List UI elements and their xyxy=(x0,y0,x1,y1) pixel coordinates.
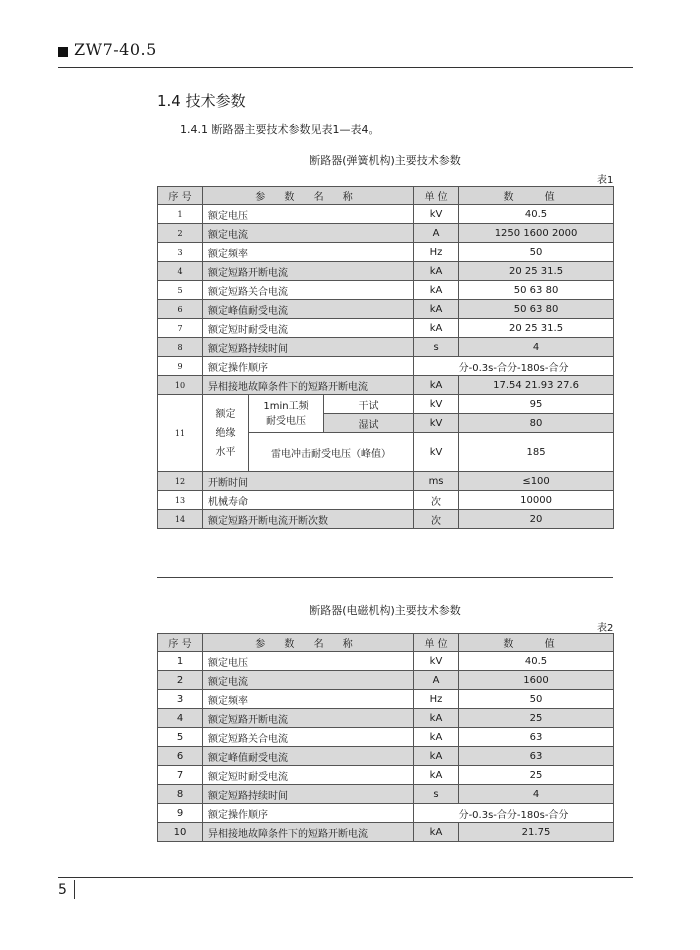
parameter-value: 40.5 xyxy=(459,652,614,671)
row-number: 9 xyxy=(158,804,203,823)
table-row xyxy=(158,395,614,414)
row-number: 8 xyxy=(158,338,203,357)
power-frequency-line: 1min工频 xyxy=(263,400,309,412)
wet-test-label: 湿试 xyxy=(324,414,414,433)
parameter-value: 63 xyxy=(459,728,614,747)
parameter-name: 额定短时耐受电流 xyxy=(203,766,414,785)
parameter-value: 185 xyxy=(459,433,614,472)
row-number: 10 xyxy=(158,823,203,842)
parameter-name: 额定操作顺序 xyxy=(203,804,414,823)
parameter-value: 40.5 xyxy=(459,205,614,224)
parameter-name: 开断时间 xyxy=(203,472,414,491)
parameter-name: 额定操作顺序 xyxy=(203,357,414,376)
table-row xyxy=(158,510,614,529)
insulation-label-line: 绝缘 xyxy=(215,427,236,439)
parameter-value: 80 xyxy=(459,414,614,433)
table2 xyxy=(157,633,614,842)
table-row xyxy=(158,262,614,281)
parameter-value: 50 63 80 xyxy=(459,281,614,300)
parameter-unit: kV xyxy=(414,205,459,224)
section-title: 1.4 技术参数 xyxy=(157,92,246,110)
parameter-name: 额定峰值耐受电流 xyxy=(203,747,414,766)
table2-label: 表2 xyxy=(597,623,614,634)
power-frequency-label xyxy=(249,395,324,433)
row-number: 8 xyxy=(158,785,203,804)
table-row xyxy=(158,319,614,338)
row-number: 4 xyxy=(158,709,203,728)
col-no-header: 序 号 xyxy=(158,634,203,652)
table-header-row xyxy=(158,634,614,652)
table-row xyxy=(158,747,614,766)
page-number-bar xyxy=(74,880,75,899)
parameter-unit: kA xyxy=(414,319,459,338)
parameter-unit: kA xyxy=(414,747,459,766)
parameter-unit: kA xyxy=(414,823,459,842)
table-row xyxy=(158,785,614,804)
parameter-name: 额定短路开断电流开断次数 xyxy=(203,510,414,529)
section-divider xyxy=(157,577,613,578)
row-number: 7 xyxy=(158,319,203,338)
parameter-name: 机械寿命 xyxy=(203,491,414,510)
parameter-name: 异相接地故障条件下的短路开断电流 xyxy=(203,376,414,395)
parameter-name: 额定电压 xyxy=(203,205,414,224)
header-square-icon xyxy=(58,47,68,57)
insulation-label-line: 额定 xyxy=(215,408,236,420)
parameter-unit: Hz xyxy=(414,243,459,262)
table-row xyxy=(158,728,614,747)
table1-label: 表1 xyxy=(597,175,614,186)
parameter-value: 25 xyxy=(459,766,614,785)
parameter-unit: kV xyxy=(414,414,459,433)
row-number: 2 xyxy=(158,224,203,243)
parameter-value: 50 63 80 xyxy=(459,300,614,319)
row-number: 1 xyxy=(158,205,203,224)
parameter-unit: kV xyxy=(414,433,459,472)
row-number: 9 xyxy=(158,357,203,376)
table-row xyxy=(158,376,614,395)
parameter-value: 50 xyxy=(459,243,614,262)
col-value-header: 数 值 xyxy=(459,634,614,652)
parameter-unit: kA xyxy=(414,728,459,747)
parameter-unit: kA xyxy=(414,262,459,281)
parameter-unit: kA xyxy=(414,300,459,319)
parameter-unit: kV xyxy=(414,395,459,414)
parameter-unit: 次 xyxy=(414,491,459,510)
row-number: 3 xyxy=(158,690,203,709)
col-unit-header: 单 位 xyxy=(414,634,459,652)
parameter-name: 额定短路持续时间 xyxy=(203,785,414,804)
table-row xyxy=(158,709,614,728)
table-row xyxy=(158,300,614,319)
row-number: 4 xyxy=(158,262,203,281)
parameter-unit: A xyxy=(414,671,459,690)
table-row xyxy=(158,357,614,376)
table-row xyxy=(158,224,614,243)
parameter-name: 额定短路关合电流 xyxy=(203,281,414,300)
table-row xyxy=(158,472,614,491)
parameter-unit: kA xyxy=(414,376,459,395)
table-row xyxy=(158,823,614,842)
parameter-name: 额定短路关合电流 xyxy=(203,728,414,747)
parameter-name: 额定短路开断电流 xyxy=(203,262,414,281)
parameter-value: 25 xyxy=(459,709,614,728)
table1 xyxy=(157,186,614,529)
parameter-value: 95 xyxy=(459,395,614,414)
parameter-name: 额定短时耐受电流 xyxy=(203,319,414,338)
col-no-header: 序 号 xyxy=(158,187,203,205)
parameter-unit: s xyxy=(414,785,459,804)
parameter-name: 额定频率 xyxy=(203,243,414,262)
page-number: 5 xyxy=(58,882,67,898)
parameter-value: 4 xyxy=(459,338,614,357)
parameter-value: 4 xyxy=(459,785,614,804)
parameter-unit: Hz xyxy=(414,690,459,709)
insulation-level-label xyxy=(203,395,249,472)
parameter-value: 10000 xyxy=(459,491,614,510)
row-number: 2 xyxy=(158,671,203,690)
parameter-value: 分-0.3s-合分-180s-合分 xyxy=(414,804,614,823)
col-name-header: 参 数 名 称 xyxy=(203,187,414,205)
parameter-value: 50 xyxy=(459,690,614,709)
table-row xyxy=(158,804,614,823)
header-title: ZW7-40.5 xyxy=(74,40,157,59)
parameter-value: 1600 xyxy=(459,671,614,690)
table-header-row xyxy=(158,187,614,205)
parameter-value: ≤100 xyxy=(459,472,614,491)
parameter-value: 20 25 31.5 xyxy=(459,262,614,281)
parameter-name: 额定峰值耐受电流 xyxy=(203,300,414,319)
row-number: 12 xyxy=(158,472,203,491)
parameter-unit: kV xyxy=(414,652,459,671)
table2-caption: 断路器(电磁机构)主要技术参数 xyxy=(309,604,461,617)
parameter-value: 20 xyxy=(459,510,614,529)
row-number: 10 xyxy=(158,376,203,395)
col-unit-header: 单 位 xyxy=(414,187,459,205)
dry-test-label: 干试 xyxy=(324,395,414,414)
footer-line xyxy=(58,877,633,878)
table1-caption: 断路器(弹簧机构)主要技术参数 xyxy=(309,154,461,167)
table-row xyxy=(158,652,614,671)
table-row xyxy=(158,205,614,224)
row-number: 14 xyxy=(158,510,203,529)
parameter-unit: A xyxy=(414,224,459,243)
row-number: 6 xyxy=(158,300,203,319)
table-row xyxy=(158,243,614,262)
insulation-label-line: 水平 xyxy=(215,446,236,458)
power-frequency-line: 耐受电压 xyxy=(266,415,306,427)
parameter-name: 额定电流 xyxy=(203,224,414,243)
row-number: 5 xyxy=(158,281,203,300)
parameter-name: 额定电压 xyxy=(203,652,414,671)
col-value-header: 数 值 xyxy=(459,187,614,205)
parameter-name: 额定短路持续时间 xyxy=(203,338,414,357)
table-row xyxy=(158,338,614,357)
page-header xyxy=(58,40,633,68)
parameter-unit: ms xyxy=(414,472,459,491)
parameter-value: 20 25 31.5 xyxy=(459,319,614,338)
parameter-value: 分-0.3s-合分-180s-合分 xyxy=(414,357,614,376)
table-row xyxy=(158,281,614,300)
row-number: 7 xyxy=(158,766,203,785)
section-intro: 1.4.1 断路器主要技术参数见表1—表4。 xyxy=(180,123,380,136)
parameter-value: 1250 1600 2000 xyxy=(459,224,614,243)
table-row xyxy=(158,766,614,785)
parameter-name: 额定频率 xyxy=(203,690,414,709)
row-number: 3 xyxy=(158,243,203,262)
table-row xyxy=(158,671,614,690)
parameter-unit: kA xyxy=(414,709,459,728)
row-number: 6 xyxy=(158,747,203,766)
parameter-value: 63 xyxy=(459,747,614,766)
row-number: 13 xyxy=(158,491,203,510)
parameter-unit: 次 xyxy=(414,510,459,529)
parameter-value: 21.75 xyxy=(459,823,614,842)
parameter-unit: s xyxy=(414,338,459,357)
parameter-unit: kA xyxy=(414,766,459,785)
parameter-unit: kA xyxy=(414,281,459,300)
row-number: 5 xyxy=(158,728,203,747)
table-row xyxy=(158,491,614,510)
table-row xyxy=(158,690,614,709)
lightning-impulse-label: 雷电冲击耐受电压（峰值） xyxy=(249,433,414,472)
col-name-header: 参 数 名 称 xyxy=(203,634,414,652)
row-number: 1 xyxy=(158,652,203,671)
parameter-value: 17.54 21.93 27.6 xyxy=(459,376,614,395)
parameter-name: 额定短路开断电流 xyxy=(203,709,414,728)
parameter-name: 额定电流 xyxy=(203,671,414,690)
parameter-name: 异相接地故障条件下的短路开断电流 xyxy=(203,823,414,842)
row-number: 11 xyxy=(158,395,203,472)
